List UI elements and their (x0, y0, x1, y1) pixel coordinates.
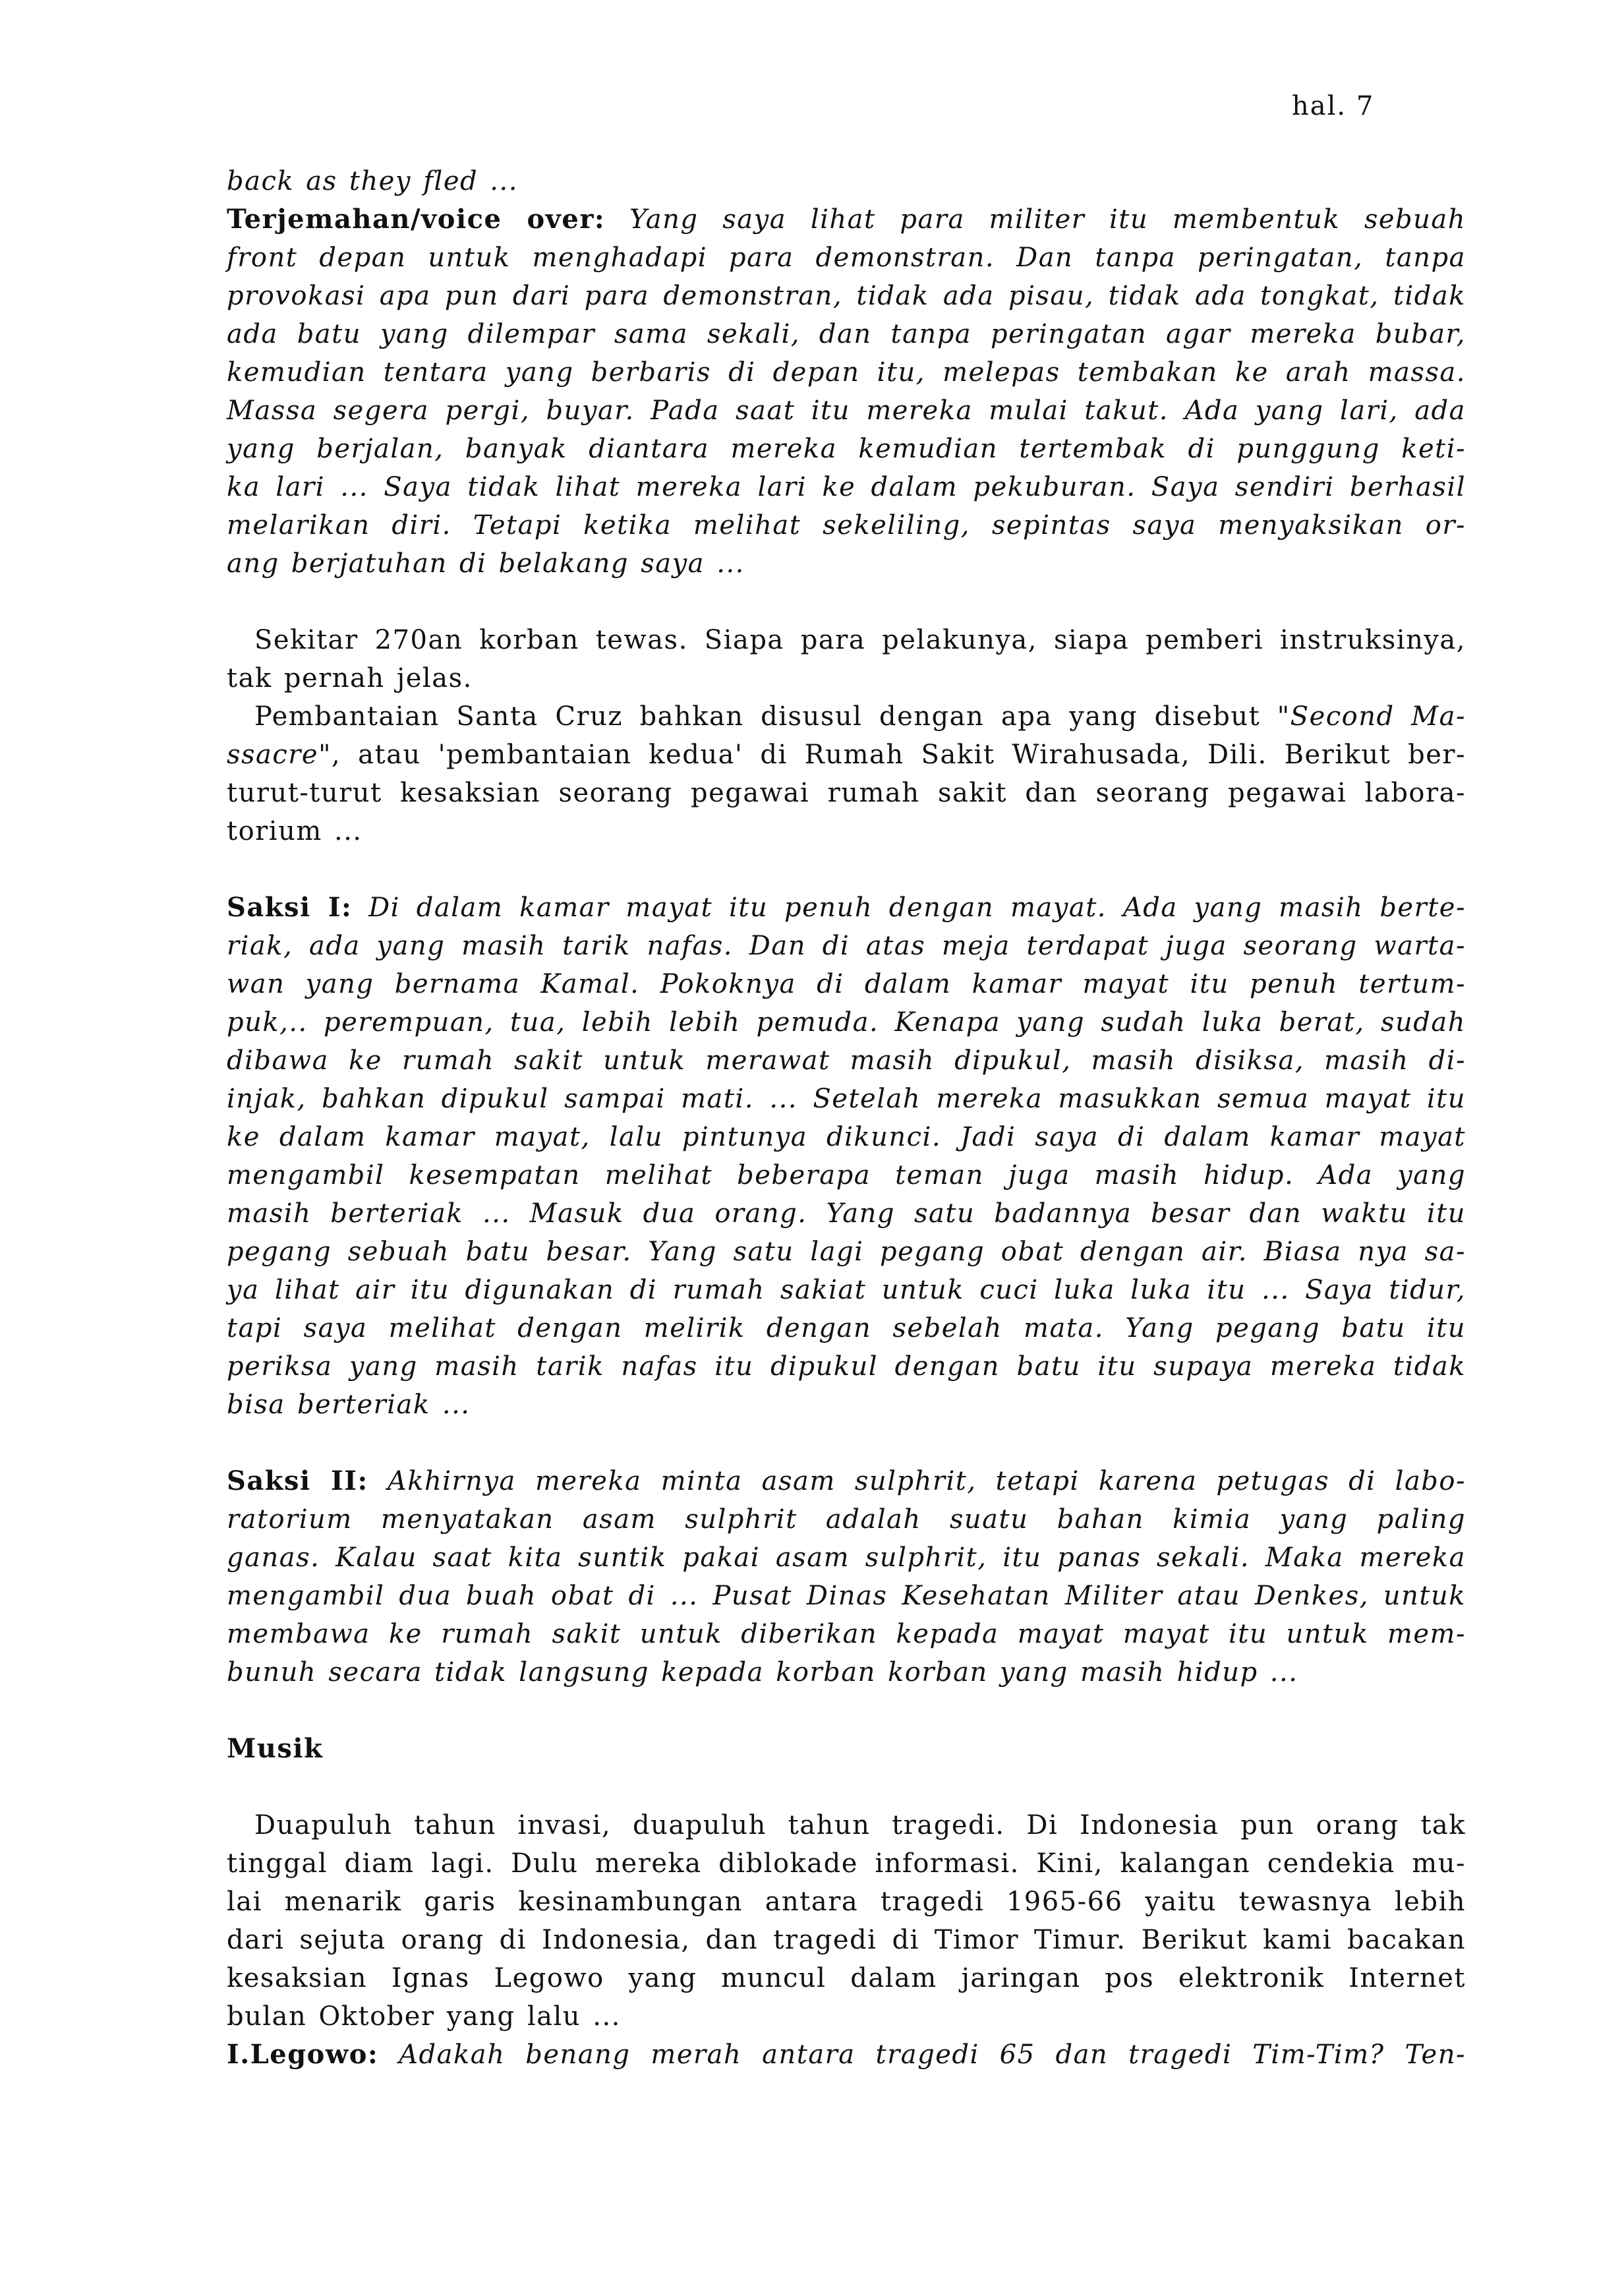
paragraph-line: ssacre", atau 'pembantaian kedua' di Rumah Sakit Wirahusada, Dili. Berikut ber- (227, 740, 1466, 770)
paragraph-line: masih berteriak ... Masuk dua orang. Yang satu badannya besar dan waktu itu (227, 1198, 1466, 1229)
paragraph-line: riak, ada yang masih tarik nafas. Dan di atas meja terdapat juga seorang warta- (227, 931, 1466, 961)
paragraph-line: ya lihat air itu digunakan di rumah sakiat untuk cuci luka luka itu ... Saya tidur, (227, 1275, 1466, 1305)
paragraph-line: ang berjatuhan di belakang saya ... (227, 548, 745, 579)
paragraph-line: ada batu yang dilempar sama sekali, dan tanpa peringatan agar mereka bubar, (227, 319, 1466, 349)
voice-over-label: Terjemahan/voice over: (227, 204, 606, 235)
paragraph-line: dari sejuta orang di Indonesia, dan tragedi di Timor Timur. Berikut kami bacakan (227, 1925, 1466, 1955)
paragraph-line: turut-turut kesaksian seorang pegawai rumah sakit dan seorang pegawai labora- (227, 778, 1466, 808)
paragraph-line: bisa berteriak ... (227, 1390, 471, 1420)
paragraph-line: puk,.. perempuan, tua, lebih lebih pemuda. Kenapa yang sudah luka berat, sudah (227, 1007, 1466, 1038)
paragraph-line: back as they fled ... (227, 166, 518, 196)
witness-2-text: Akhirnya mereka minta asam sulphrit, tetapi karena petugas di labo- (387, 1466, 1466, 1496)
paragraph-line: pegang sebuah batu besar. Yang satu lagi pegang obat dengan air. Biasa nya sa- (227, 1237, 1466, 1267)
paragraph-line: kemudian tentara yang berbaris di depan itu, melepas tembakan ke arah massa. (227, 357, 1466, 388)
paragraph-line: Massa segera pergi, buyar. Pada saat itu mereka mulai takut. Ada yang lari, ada (227, 396, 1466, 426)
page-number: hal. 7 (1292, 91, 1375, 121)
paragraph-line: Sekitar 270an korban tewas. Siapa para pelakunya, siapa pemberi instruksinya, (254, 625, 1466, 655)
witness-1-label: Saksi I: (227, 892, 353, 923)
paragraph-line: mengambil dua buah obat di ... Pusat Dinas Kesehatan Militer atau Denkes, untuk (227, 1581, 1466, 1611)
paragraph-line: bulan Oktober yang lalu ... (227, 2001, 621, 2032)
paragraph-line: yang berjalan, banyak diantara mereka kemudian tertembak di punggung keti- (227, 434, 1466, 464)
paragraph-line: dibawa ke rumah sakit untuk merawat masih dipukul, masih disiksa, masih di- (227, 1045, 1466, 1076)
paragraph-line: ka lari ... Saya tidak lihat mereka lari ke dalam pekuburan. Saya sendiri berhasil (227, 472, 1466, 502)
paragraph-line: tapi saya melihat dengan melirik dengan sebelah mata. Yang pegang batu itu (227, 1313, 1466, 1343)
paragraph-line: lai menarik garis kesinambungan antara tragedi 1965-66 yaitu tewasnya lebih (227, 1887, 1466, 1917)
paragraph-line: ke dalam kamar mayat, lalu pintunya dikunci. Jadi saya di dalam kamar mayat (227, 1122, 1466, 1152)
italic-term: Second Ma- (1290, 701, 1466, 732)
witness-2-label: Saksi II: (227, 1465, 368, 1496)
paragraph-line: Pembantaian Santa Cruz bahkan disusul dengan apa yang disebut "Second Ma- (254, 701, 1466, 732)
paragraph-line: membawa ke rumah sakit untuk diberikan kepada mayat mayat itu untuk mem- (227, 1619, 1466, 1649)
paragraph-line: tak pernah jelas. (227, 663, 473, 693)
paragraph-line: wan yang bernama Kamal. Pokoknya di dalam kamar mayat itu penuh tertum- (227, 969, 1466, 999)
witness-1-text: Di dalam kamar mayat itu penuh dengan mayat. Ada yang masih berte- (368, 893, 1466, 923)
paragraph-line: front depan untuk menghadapi para demonstran. Dan tanpa peringatan, tanpa (227, 243, 1466, 273)
paragraph-line (227, 1462, 1466, 1500)
paragraph-line: tinggal diam lagi. Dulu mereka diblokade informasi. Kini, kalangan cendekia mu- (227, 1848, 1466, 1879)
paragraph-line: bunuh secara tidak langsung kepada korban korban yang masih hidup ... (227, 1657, 1298, 1688)
legowo-label: I.Legowo: (227, 2039, 379, 2070)
paragraph-line: melarikan diri. Tetapi ketika melihat sekeliling, sepintas saya menyaksikan or- (227, 510, 1466, 541)
italic-term: ssacre (227, 740, 319, 770)
voice-over-text: Yang saya lihat para militer itu membentuk sebuah (629, 204, 1466, 235)
paragraph-line: mengambil kesempatan melihat beberapa teman juga masih hidup. Ada yang (227, 1160, 1466, 1191)
paragraph-line (227, 200, 1466, 239)
paragraph-line: periksa yang masih tarik nafas itu dipukul dengan batu itu supaya mereka tidak (227, 1351, 1466, 1382)
paragraph-line: provokasi apa pun dari para demonstran, tidak ada pisau, tidak ada tongkat, tidak (227, 281, 1466, 311)
paragraph-line (227, 889, 1466, 927)
paragraph-line: kesaksian Ignas Legowo yang muncul dalam jaringan pos elektronik Internet (227, 1963, 1466, 1993)
paragraph-line: injak, bahkan dipukul sampai mati. ... Setelah mereka masukkan semua mayat itu (227, 1084, 1466, 1114)
paragraph-line: torium ... (227, 816, 362, 846)
paragraph-line: Duapuluh tahun invasi, duapuluh tahun tragedi. Di Indonesia pun orang tak (254, 1810, 1466, 1840)
section-heading: Musik (227, 1733, 324, 1764)
paragraph-line (227, 2036, 1466, 2074)
paragraph-line: ganas. Kalau saat kita suntik pakai asam sulphrit, itu panas sekali. Maka mereka (227, 1543, 1466, 1573)
page-content (227, 162, 1466, 2074)
paragraph-line: ratorium menyatakan asam sulphrit adalah suatu bahan kimia yang paling (227, 1504, 1466, 1535)
legowo-text: Adakah benang merah antara tragedi 65 dan tragedi Tim-Tim? Ten- (399, 2040, 1466, 2070)
